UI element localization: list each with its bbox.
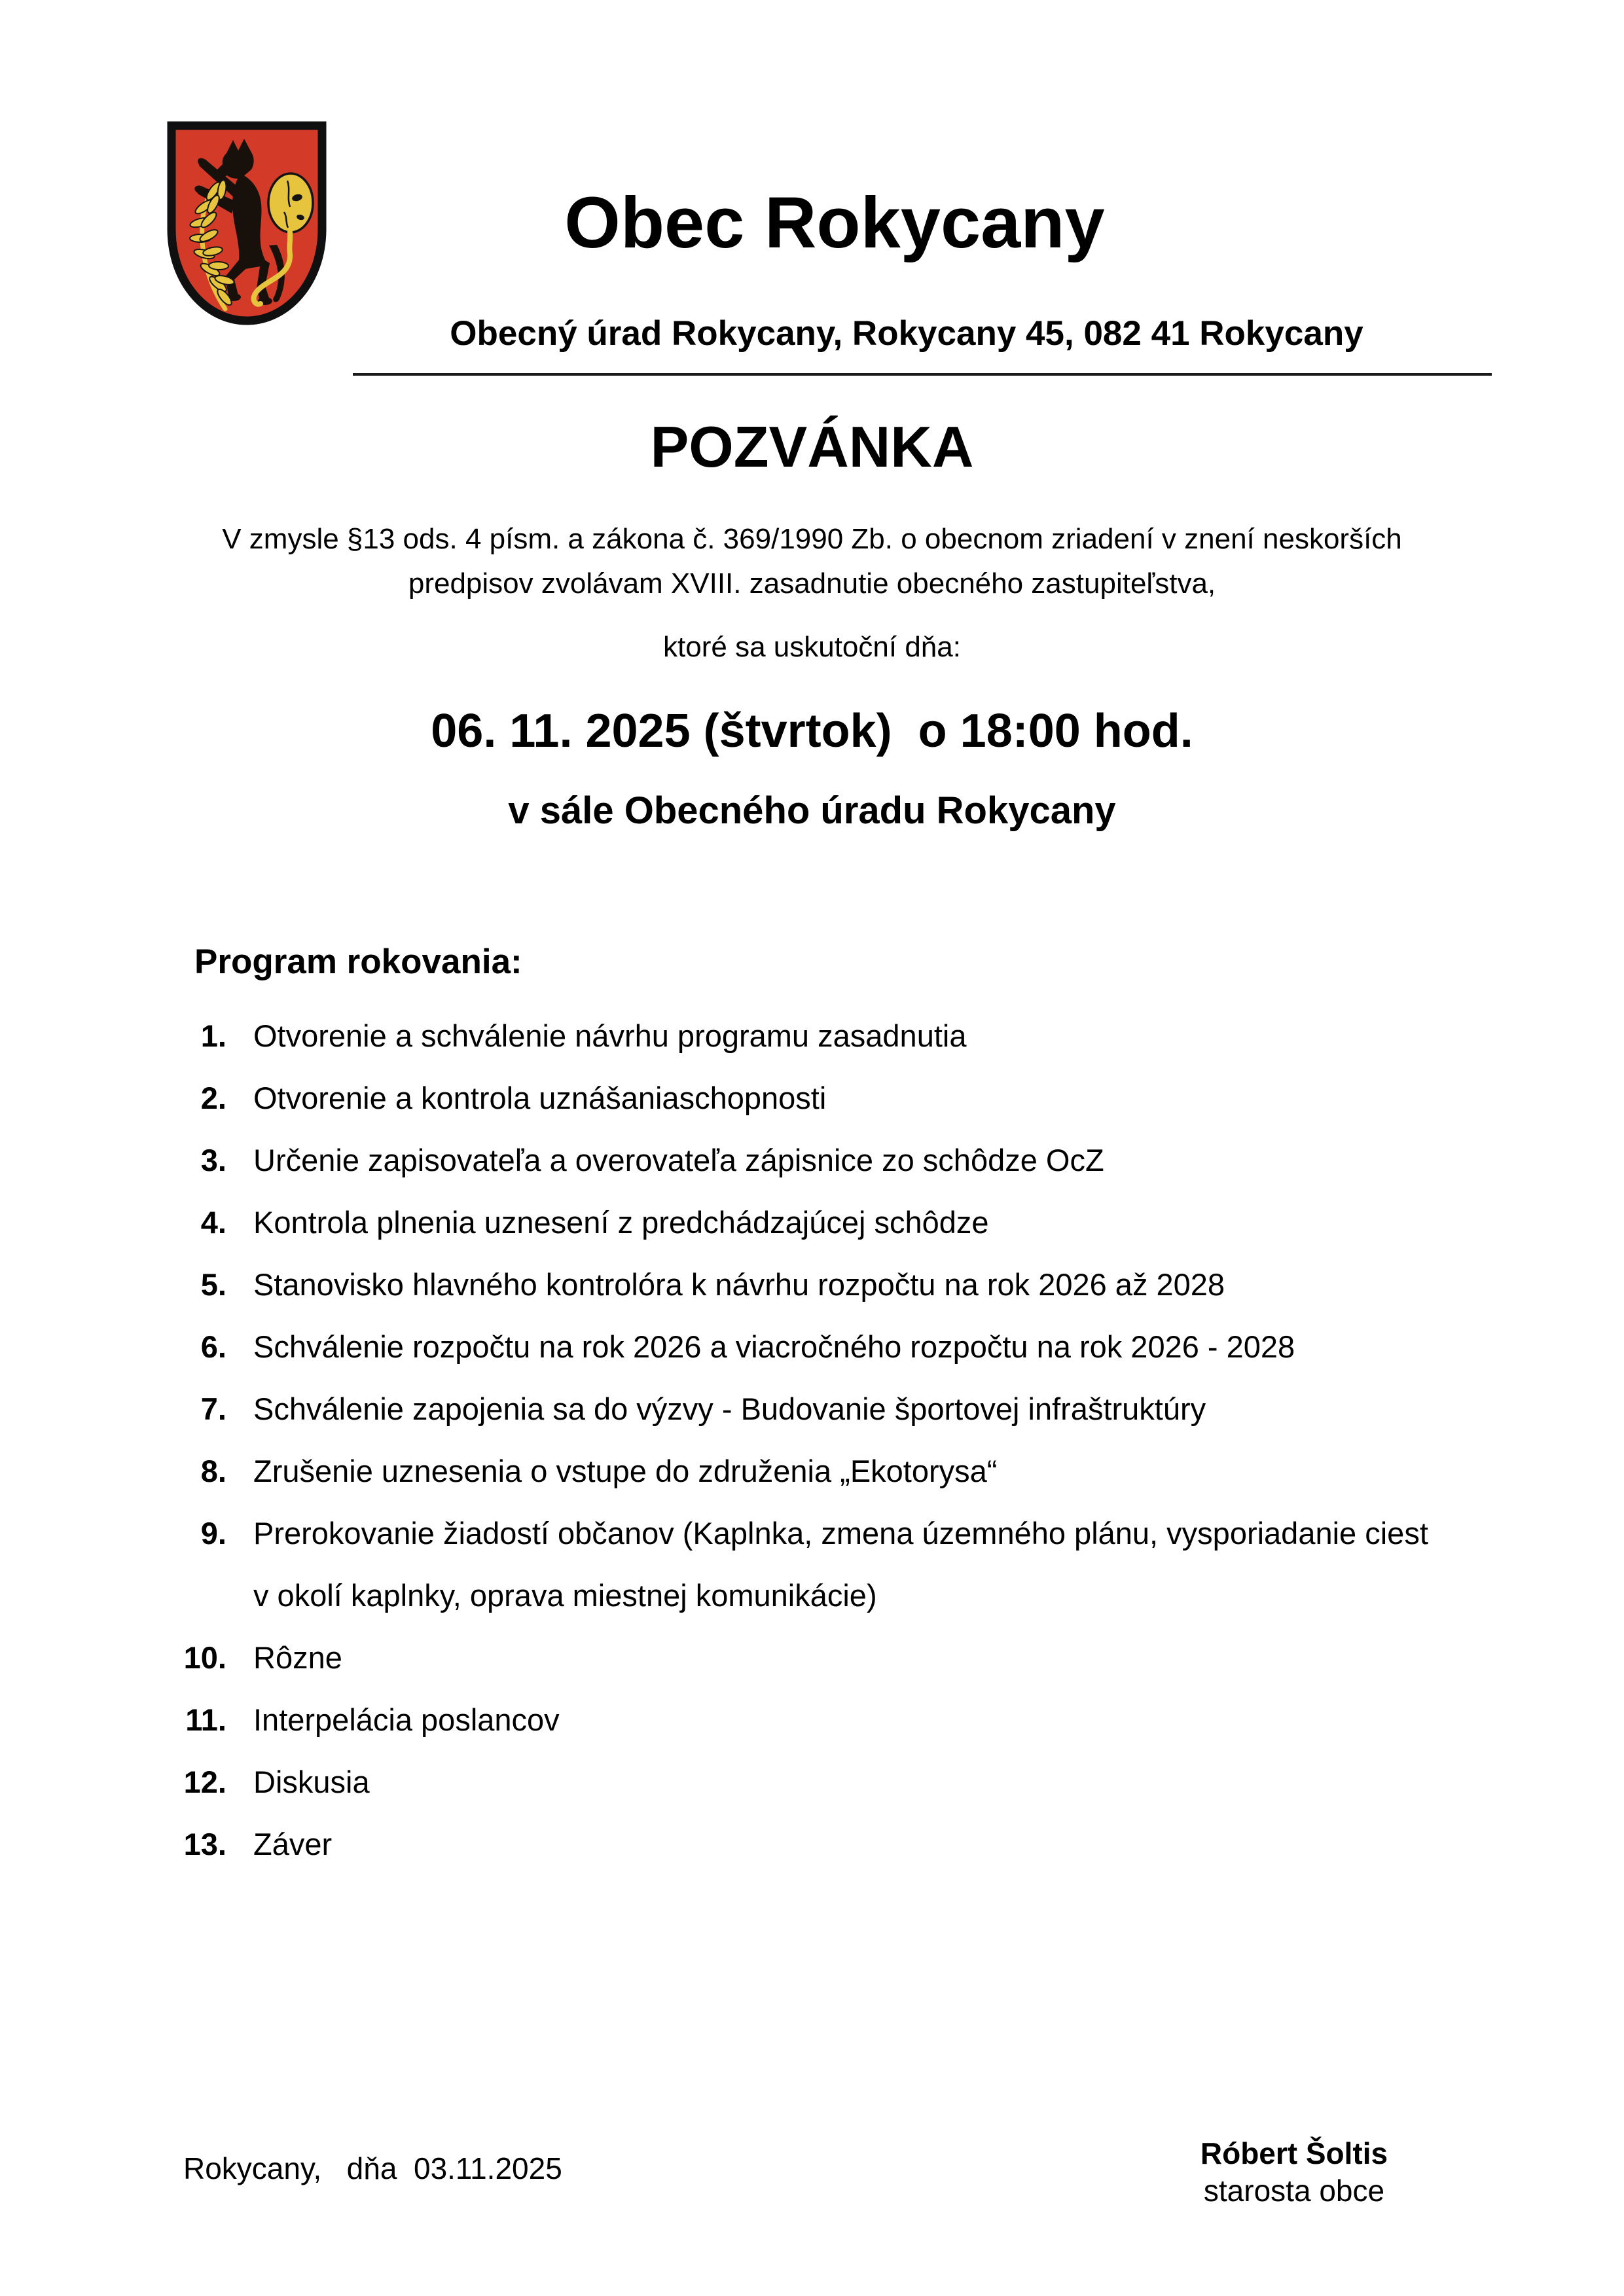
agenda-item [164, 1191, 1492, 1253]
occurs-line: ktoré sa uskutoční dňa: [663, 631, 961, 663]
agenda-item-text: Otvorenie a kontrola uznášaniaschopnosti [253, 1081, 827, 1115]
agenda-item [164, 1067, 1492, 1129]
agenda-item-number: 7. [200, 1391, 226, 1426]
agenda-item-number: 12. [183, 1765, 226, 1799]
agenda-item [164, 1813, 1492, 1875]
agenda-item-number: 10. [183, 1640, 226, 1675]
agenda-item [164, 1378, 1492, 1440]
meeting-venue: v sále Obecného úradu Rokycany [508, 789, 1116, 832]
signature-block [1130, 2135, 1458, 2210]
agenda-item-text: Kontrola plnenia uznesení z predchádzajúcej schôdze [253, 1205, 989, 1240]
agenda-item-text: Interpelácia poslancov [253, 1702, 560, 1737]
agenda-item-text: Rôzne [253, 1640, 342, 1675]
meeting-datetime: 06. 11. 2025 (štvrtok) o 18:00 hod. [431, 705, 1193, 757]
header-divider [353, 373, 1492, 376]
agenda-item [164, 1440, 1492, 1502]
page-title: Obec Rokycany [564, 183, 1105, 263]
agenda-item-text: Stanovisko hlavného kontrolóra k návrhu rozpočtu na rok 2026 až 2028 [253, 1267, 1225, 1302]
intro-line: predpisov zvolávam XVIII. zasadnutie obecného zastupiteľstva, [408, 567, 1216, 600]
agenda-item-number: 6. [200, 1329, 226, 1364]
agenda-item [164, 1751, 1492, 1813]
agenda-item-text: Záver [253, 1827, 333, 1861]
office-address: Obecný úrad Rokycany, Rokycany 45, 082 41 Rokycany [450, 314, 1363, 353]
agenda-item-text: Zrušenie uznesenia o vstupe do združenia „Ekotorysa“ [253, 1454, 998, 1488]
agenda-item-text: Otvorenie a schválenie návrhu programu zasadnutia [253, 1018, 967, 1053]
agenda-item [164, 1316, 1492, 1378]
signer-title: starosta obce [1203, 2174, 1385, 2208]
agenda-item-text: Prerokovanie žiadostí občanov (Kaplnka, zmena územného plánu, vysporiadanie ciest v okolí kaplnky, oprava miestnej komunikácie) [253, 1516, 1428, 1613]
agenda-item-number: 1. [200, 1018, 226, 1053]
place-and-date: Rokycany, dňa 03.11.2025 [183, 2151, 562, 2185]
agenda-item-text: Schválenie rozpočtu na rok 2026 a viacročného rozpočtu na rok 2026 - 2028 [253, 1329, 1295, 1364]
agenda-item-text: Určenie zapisovateľa a overovateľa zápisnice zo schôdze OcZ [253, 1143, 1104, 1177]
agenda-item-number: 13. [183, 1827, 226, 1861]
agenda-item-number: 11. [185, 1702, 226, 1737]
agenda-item-number: 9. [200, 1516, 226, 1551]
signer-name: Róbert Šoltis [1200, 2136, 1388, 2170]
agenda-item-text: Schválenie zapojenia sa do výzvy - Budovanie športovej infraštruktúry [253, 1391, 1206, 1426]
agenda-item-number: 3. [200, 1143, 226, 1177]
agenda-heading: Program rokovania: [194, 942, 522, 981]
agenda-item [164, 1502, 1492, 1626]
agenda-list [164, 1005, 1492, 1875]
agenda-item-number: 5. [200, 1267, 226, 1302]
invitation-intro [0, 517, 1624, 606]
invitation-heading: POZVÁNKA [650, 414, 974, 479]
agenda-item-number: 4. [200, 1205, 226, 1240]
agenda-item-number: 2. [200, 1081, 226, 1115]
agenda-item [164, 1005, 1492, 1067]
agenda-item [164, 1253, 1492, 1316]
agenda-item [164, 1129, 1492, 1191]
agenda-item-text: Diskusia [253, 1765, 370, 1799]
intro-line: V zmysle §13 ods. 4 písm. a zákona č. 369/1990 Zb. o obecnom zriadení v znení neskorších [222, 523, 1402, 555]
agenda-item [164, 1626, 1492, 1689]
agenda-item-number: 8. [200, 1454, 226, 1488]
agenda-item [164, 1689, 1492, 1751]
